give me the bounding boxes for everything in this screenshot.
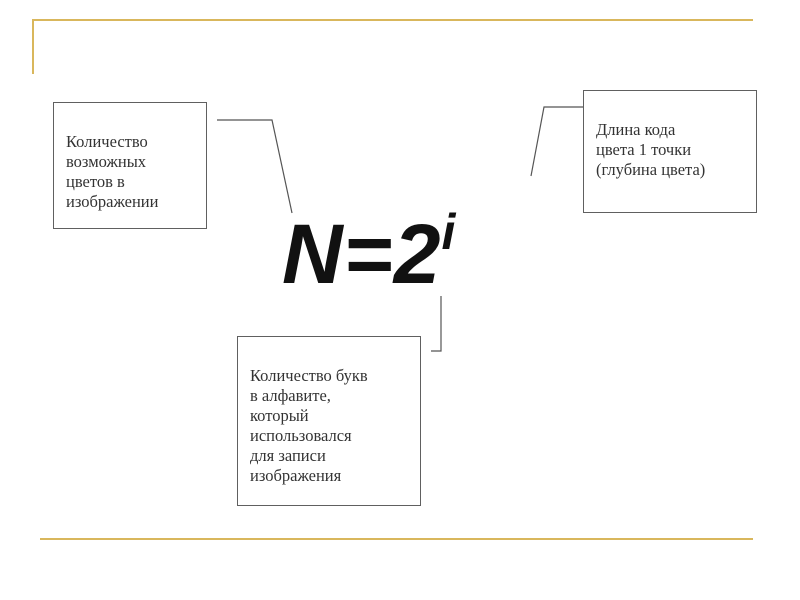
bottom-divider	[40, 538, 753, 540]
callout-color-depth-text: Длина кода цвета 1 точки (глубина цвета)	[596, 120, 706, 179]
callout-alphabet-size	[237, 336, 421, 506]
leader-line-depth	[531, 107, 583, 176]
callout-alphabet-size-text: Количество букв в алфавите, который использовался для записи изображения	[250, 366, 368, 485]
callout-color-depth	[583, 90, 757, 213]
leader-line-colors	[217, 120, 292, 213]
formula-exponent: i	[441, 204, 456, 260]
left-divider	[32, 19, 34, 74]
formula-base: N=2	[282, 207, 442, 301]
top-divider	[32, 19, 753, 21]
formula	[282, 172, 455, 314]
callout-colors-count	[53, 102, 207, 229]
callout-colors-count-text: Количество возможных цветов в изображении	[66, 132, 159, 211]
